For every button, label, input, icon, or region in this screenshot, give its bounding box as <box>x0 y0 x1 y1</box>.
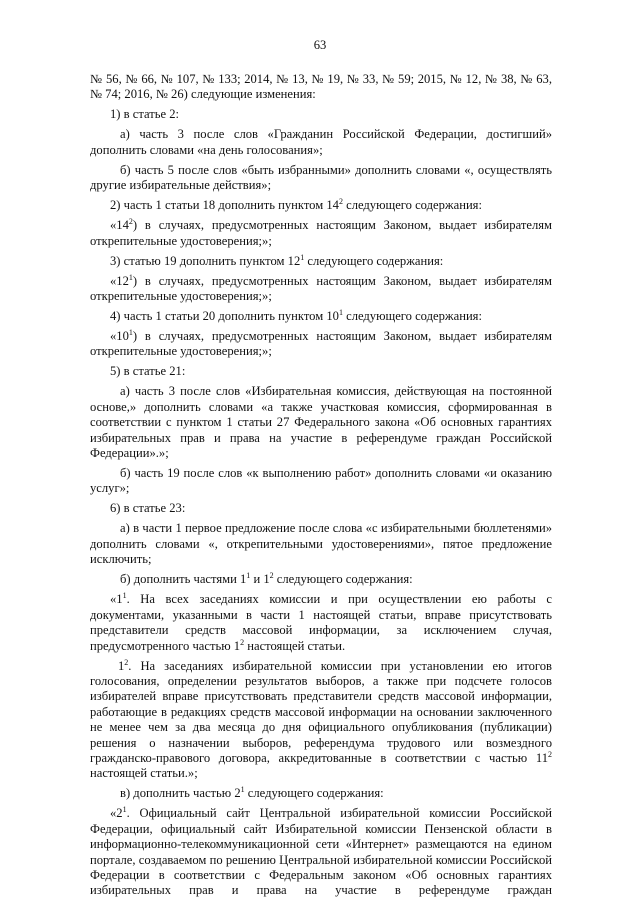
text-run: следующего содержания: <box>273 572 413 587</box>
text-run: настоящей статьи.»; <box>90 766 198 781</box>
p-item6b-2 <box>90 659 552 782</box>
text-run: следующего содержания: <box>244 786 384 801</box>
text-run: «1 <box>110 592 123 607</box>
p-item2 <box>90 198 552 213</box>
text-run: б) часть 5 после слов «быть избранными» дополнить словами «, осуществлять другие избирательные действия»; <box>90 162 552 193</box>
p-item4-text <box>90 329 552 360</box>
text-run: . Официальный сайт Центральной избирательной комиссии Российской Федерации, официальный сайт Избирательной комиссии Пензенской области в информационно-телекоммуникационной сети «Интернет» размещаются на едином портале, создаваемом по решению Центральной избирательной комиссии Российской Федерации в соответствии с Федеральным законом «Об основных гарантиях избирательных прав и права на участие в референдуме граждан <box>90 806 552 898</box>
superscript: 2 <box>124 657 129 667</box>
text-run: следующего содержания: <box>304 253 444 268</box>
text-run: «2 <box>110 806 123 821</box>
text-run: ) в случаях, предусмотренных настоящим Законом, выдает избирателям открепительные удостоверения;»; <box>90 273 552 304</box>
superscript: 2 <box>269 571 274 581</box>
text-run: настоящей статьи. <box>244 638 346 653</box>
text-run: а) в части 1 первое предложение после слова «с избирательными бюллетенями» дополнить словами «, открепительными удостоверениями», пятое предложение исключить; <box>90 521 552 567</box>
superscript: 1 <box>128 272 133 282</box>
page-number: 63 <box>313 38 327 52</box>
document-body <box>90 72 552 903</box>
p-item1a <box>90 127 552 158</box>
text-run: № 56, № 66, № 107, № 133; 2014, № 13, № 19, № 33, № 59; 2015, № 12, № 38, № 63, № 74; 2016, № 26) следующие изменения: <box>90 72 552 102</box>
text-run: . На заседаниях избирательной комиссии при установлении ею итогов голосования, определении результатов выборов, а также при подсчете голосов избирателей вправе присутствовать представители средств массовой информации, работающие в редакциях средств массовой информации на основании заключенного не менее чем за два месяца до дня официального опубликования (публикации) решения о назначении выборов, референдума трудового или возмездного гражданско-правового договора, аккредитованные в соответствии с частью 11 <box>90 658 552 765</box>
text-run: б) дополнить частями 1 <box>120 572 247 587</box>
text-run: и 1 <box>250 572 270 587</box>
p-item4 <box>90 309 552 324</box>
text-run: 5) в статье 21: <box>110 364 186 379</box>
text-run: б) часть 19 после слов «к выполнению работ» дополнить словами «и оказанию услуг»; <box>90 466 552 496</box>
superscript: 1 <box>122 591 127 601</box>
superscript: 1 <box>338 308 343 318</box>
p-intro <box>90 72 552 103</box>
superscript: 2 <box>128 217 133 227</box>
superscript: 2 <box>240 637 245 647</box>
p-item6c <box>90 786 552 801</box>
text-run: а) часть 3 после слов «Гражданин Российской Федерации, достигший» дополнить словами «на день голосования»; <box>90 127 552 157</box>
superscript: 1 <box>240 785 245 795</box>
text-run: следующего содержания: <box>342 198 482 213</box>
p-item5b <box>90 466 552 497</box>
superscript: 2 <box>338 197 343 207</box>
text-run: в) дополнить частью 2 <box>120 786 241 801</box>
p-item1 <box>90 107 552 122</box>
text-run: а) часть 3 после слов «Избирательная комиссия, действующая на постоянной основе,» дополнить словами «а также участковая комиссия, сформированная в соответствии с пунктом 1 статьи 27 Федерального закона «Об основных гарантиях избирательных прав и права на участие в референдуме граждан Российской Федерации».»; <box>90 384 552 461</box>
text-run: . На всех заседаниях комиссии и при осуществлении ею работы с документами, указанными в части 1 настоящей статьи, вправе присутствовать представители средств массовой информации, за исключением случая, предусмотренного частью 1 <box>90 592 552 653</box>
p-item5 <box>90 364 552 379</box>
p-item3 <box>90 254 552 269</box>
text-run: 2) часть 1 статьи 18 дополнить пунктом 14 <box>110 198 339 213</box>
text-run: 6) в статье 23: <box>110 501 186 516</box>
superscript: 1 <box>246 571 251 581</box>
text-run: «10 <box>110 329 129 344</box>
text-run: следующего содержания: <box>342 309 482 324</box>
p-item6c-text <box>90 806 552 898</box>
text-run: «12 <box>110 273 129 288</box>
p-item1b <box>90 163 552 194</box>
p-item6b <box>90 572 552 587</box>
text-run: 1) в статье 2: <box>110 107 180 122</box>
p-item3-text <box>90 274 552 305</box>
superscript: 1 <box>128 328 133 338</box>
text-run: 4) часть 1 статьи 20 дополнить пунктом 10 <box>110 309 339 324</box>
superscript: 1 <box>122 805 127 815</box>
p-item6b-1 <box>90 592 552 654</box>
text-run: ) в случаях, предусмотренных настоящим Законом, выдает избирателям открепительные удостоверения;»; <box>90 218 552 248</box>
superscript: 2 <box>548 749 552 759</box>
text-run: «14 <box>110 218 129 233</box>
text-run: ) в случаях, предусмотренных настоящим Законом, выдает избирателям открепительные удостоверения;»; <box>90 329 552 359</box>
p-item6a <box>90 521 552 567</box>
p-item6 <box>90 501 552 516</box>
superscript: 1 <box>300 252 305 262</box>
text-run: 1 <box>118 658 125 673</box>
p-item2-text <box>90 218 552 249</box>
p-item5a <box>90 384 552 461</box>
text-run: 3) статью 19 дополнить пунктом 12 <box>110 253 301 268</box>
